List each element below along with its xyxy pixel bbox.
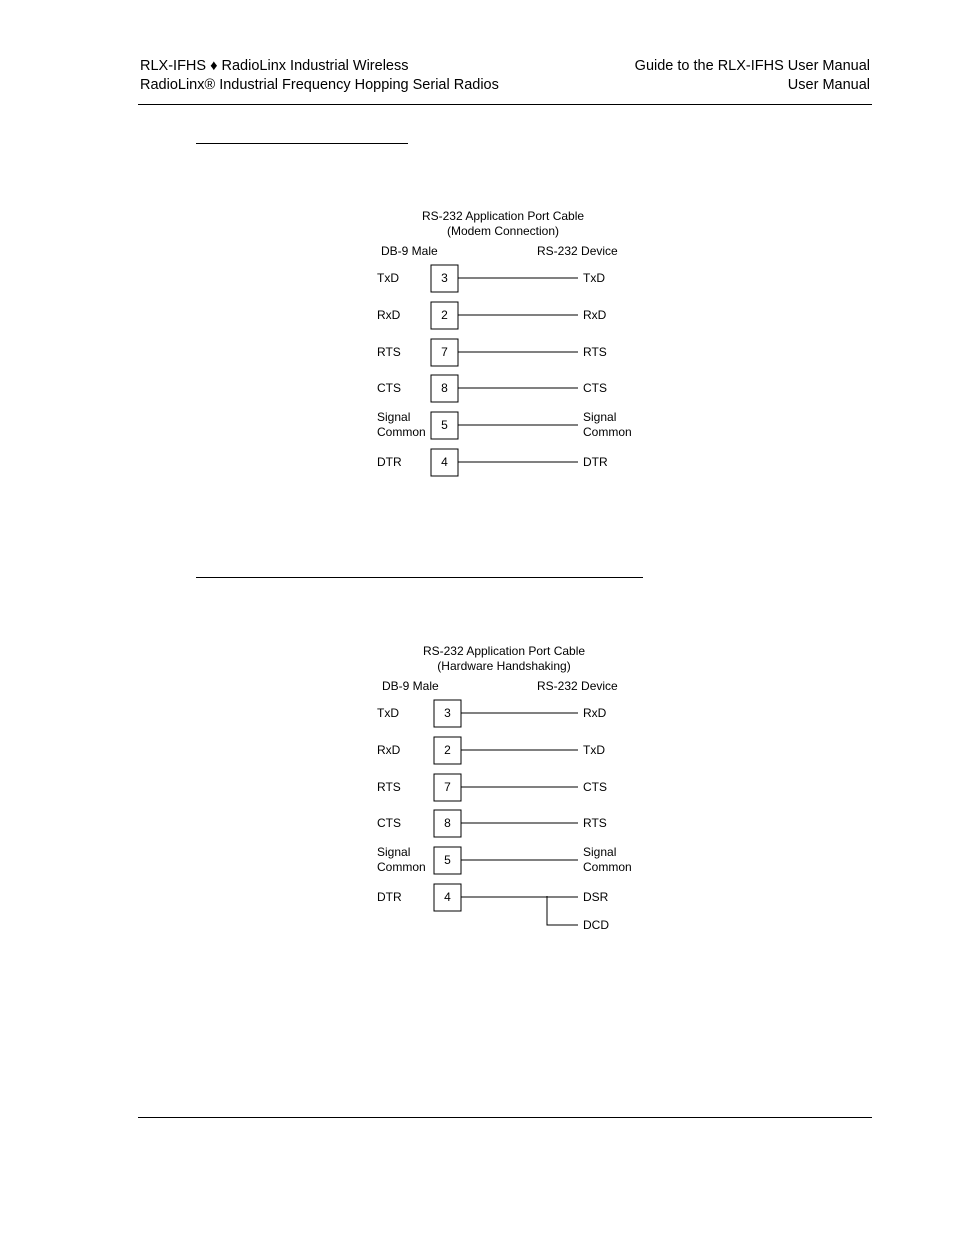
pin-row [377, 700, 607, 727]
pin-number: 8 [444, 816, 451, 830]
device-signal-label: RxD [583, 308, 607, 322]
hardware-handshaking-diagram [0, 560, 954, 980]
pin-number: 2 [444, 743, 451, 757]
db9-signal-label: DTR [377, 890, 402, 904]
db9-signal-label: CTS [377, 381, 401, 395]
db9-signal-label: CTS [377, 816, 401, 830]
device-signal-label-line2: Common [583, 425, 632, 439]
device-signal-label: CTS [583, 381, 607, 395]
pin-number: 7 [441, 345, 448, 359]
device-signal-label: RxD [583, 706, 607, 720]
device-signal-label: CTS [583, 780, 607, 794]
db9-signal-label-line2: Common [377, 425, 426, 439]
pin-row [377, 449, 608, 476]
db9-signal-label: TxD [377, 706, 399, 720]
dtr-branch-connector [547, 896, 578, 925]
pin-number: 3 [441, 271, 448, 285]
pin-row [377, 302, 607, 329]
product-subtitle: RadioLinx® Industrial Frequency Hopping Serial Radios [140, 77, 499, 93]
db9-signal-label: RxD [377, 308, 401, 322]
pin-number: 5 [441, 418, 448, 432]
device-signal-label: Signal [583, 410, 617, 424]
right-column-header: RS-232 Device [537, 244, 618, 258]
diagram-title: RS-232 Application Port Cable [421, 209, 585, 223]
footer-divider [138, 1117, 872, 1118]
pin-number: 4 [441, 455, 448, 469]
pin-row [377, 339, 607, 366]
pin-row [377, 737, 605, 764]
device-signal-label: TxD [583, 271, 605, 285]
db9-signal-label: RxD [377, 743, 401, 757]
db9-signal-label: RTS [377, 780, 401, 794]
pin-rows [377, 265, 632, 476]
pin-rows [377, 700, 632, 911]
pin-number: 8 [441, 381, 448, 395]
device-signal-label: DSR [583, 890, 609, 904]
manual-subtitle: User Manual [787, 77, 870, 93]
db9-signal-label: RTS [377, 345, 401, 359]
pin-row [377, 810, 607, 837]
db9-signal-label-line2: Common [377, 860, 426, 874]
pin-number: 4 [444, 890, 451, 904]
db9-signal-label: Signal [377, 845, 411, 859]
diagram-title: RS-232 Application Port Cable [422, 644, 586, 658]
pin-row [377, 410, 632, 439]
left-column-header: DB-9 Male [382, 679, 439, 693]
device-signal-label: RTS [583, 816, 607, 830]
pin-number: 7 [444, 780, 451, 794]
pin-row [377, 265, 605, 292]
left-column-header: DB-9 Male [381, 244, 438, 258]
pin-row [377, 884, 609, 911]
pin-row [377, 774, 607, 801]
device-signal-label: RTS [583, 345, 607, 359]
device-signal-label: TxD [583, 743, 605, 757]
manual-title: Guide to the RLX-IFHS User Manual [634, 58, 870, 74]
device-signal-label: DTR [583, 455, 608, 469]
right-column-header: RS-232 Device [537, 679, 618, 693]
device-signal-label: Signal [583, 845, 617, 859]
diagram-subtitle: (Modem Connection) [446, 224, 560, 238]
diagram-subtitle: (Hardware Handshaking) [437, 659, 571, 673]
pin-number: 2 [441, 308, 448, 322]
pin-number: 3 [444, 706, 451, 720]
db9-signal-label: TxD [377, 271, 399, 285]
product-title: RLX-IFHS ♦ RadioLinx Industrial Wireless [140, 58, 409, 74]
db9-signal-label: Signal [377, 410, 411, 424]
pin-row [377, 845, 632, 874]
device-signal-label-line2: Common [583, 860, 632, 874]
db9-signal-label: DTR [377, 455, 402, 469]
modem-connection-diagram [0, 0, 954, 560]
branch-label-dcd: DCD [583, 918, 609, 932]
pin-number: 5 [444, 853, 451, 867]
pin-row [377, 375, 607, 402]
